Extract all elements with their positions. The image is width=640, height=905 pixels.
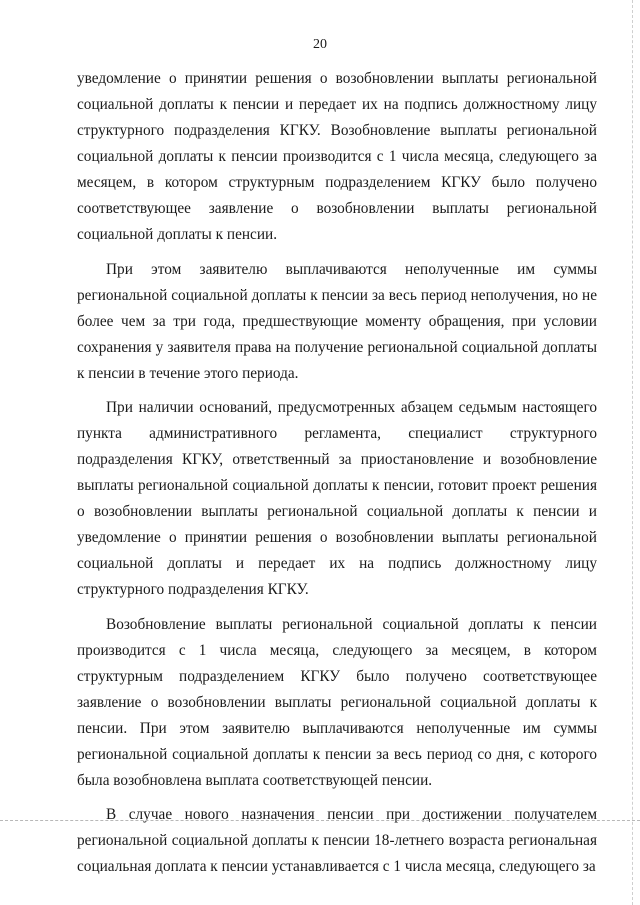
scan-edge-line — [632, 0, 633, 905]
paragraph-4: Возобновление выплаты региональной социальной доплаты к пенсии производится с 1 числа месяца, следующего за месяцем, в котором структурным подразделением КГКУ было получено соответствующее заявление о возобновлении выплаты региональной социальной доплаты к пенсии. При этом заявителю выплачиваются неполученные им суммы региональной социальной доплаты к пенсии за весь период со дня, с которого была возобновлена выплата соответствующей пенсии. — [77, 615, 597, 789]
document-body — [77, 66, 597, 889]
paragraph-3: При наличии оснований, предусмотренных абзацем седьмым настоящего пункта административного регламента, специалист структурного подразделения КГКУ, ответственный за приостановление и возобновление выплаты региональной социальной доплаты к пенсии, готовит проект решения о возобновлении выплаты региональной социальной доплаты к пенсии и уведомление о принятии решения о возобновлении выплаты региональной социальной доплаты и передает их на подпись должностному лицу структурного подразделения КГКУ. — [77, 399, 597, 598]
scan-fold-line — [0, 820, 640, 821]
page-number: 20 — [313, 37, 327, 52]
paragraph-5: В случае нового назначения пенсии при достижении получателем региональной социальной доплаты к пенсии 18-летнего возраста региональная социальная доплата к пенсии устанавливается с 1 числа месяца, следующего за — [77, 806, 597, 875]
paragraph-1: уведомление о принятии решения о возобновлении выплаты региональной социальной доплаты к пенсии и передает их на подпись должностному лицу структурного подразделения КГКУ. Возобновление выплаты региональной социальной доплаты к пенсии производится с 1 числа месяца, следующего за месяцем, в котором структурным подразделением КГКУ было получено соответствующее заявление о возобновлении выплаты региональной социальной доплаты к пенсии. — [77, 70, 597, 243]
paragraph-2: При этом заявителю выплачиваются неполученные им суммы региональной социальной доплаты к пенсии за весь период неполучения, но не более чем за три года, предшествующие моменту обращения, при условии сохранения у заявителя права на получение региональной социальной доплаты к пенсии в течение этого периода. — [77, 260, 597, 382]
